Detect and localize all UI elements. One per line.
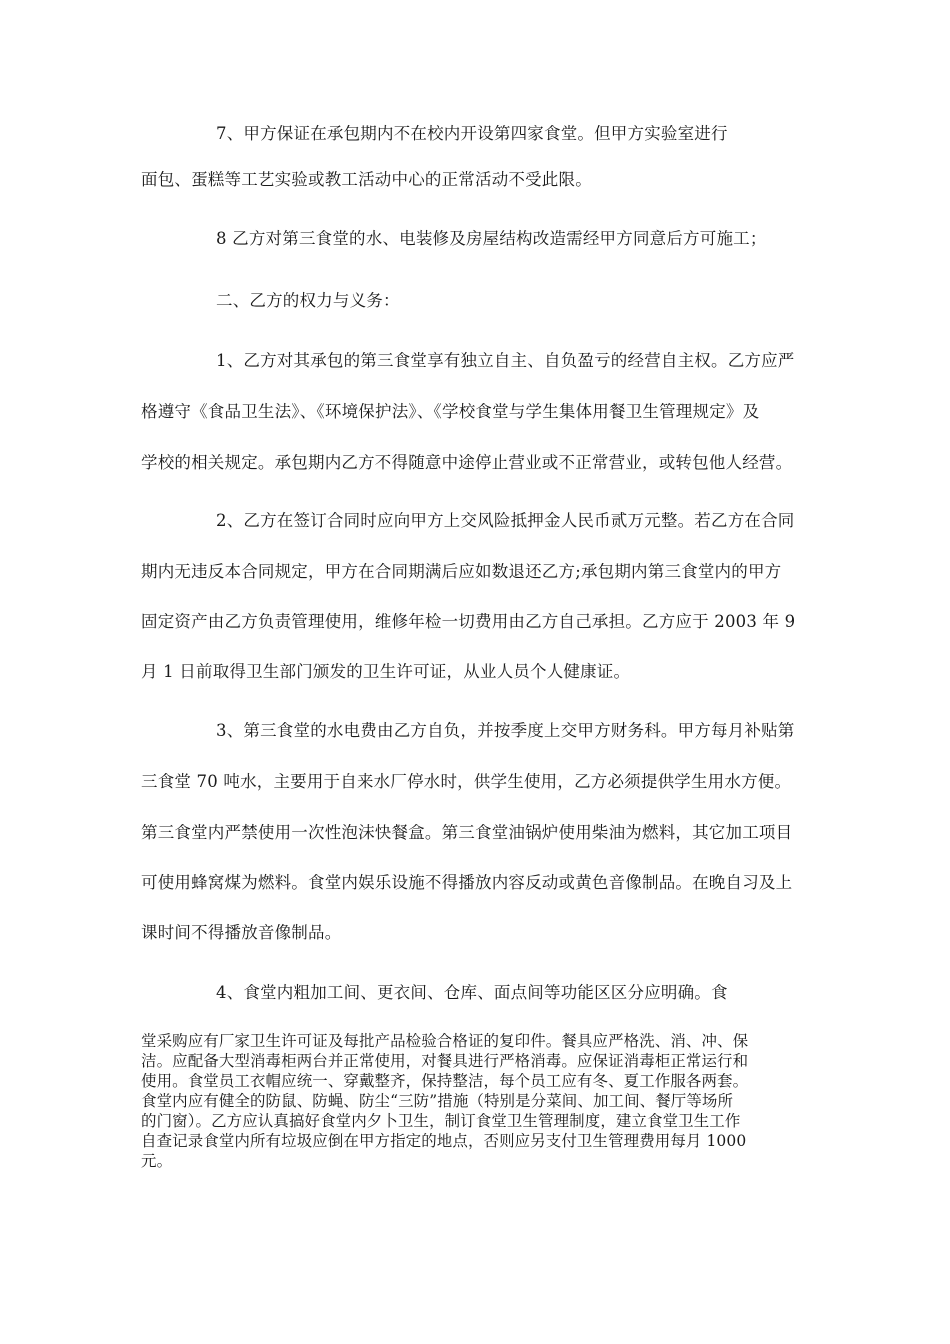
clause-b4-dense-line-5: 的门窗）。乙方应认真搞好食堂内夕卜卫生，制订食堂卫生管理制度，建立食堂卫生工作 [141, 1112, 741, 1130]
clause-b1-line-2: 格遵守《食品卫生法》、《环境保护法》、《学校食堂与学生集体用餐卫生管理规定》及 [141, 402, 760, 421]
clause-b4-dense-line-6: 自查记录食堂内所有垃圾应倒在甲方指定的地点，否则应另支付卫生管理费用每月 1000 [141, 1132, 747, 1150]
clause-7-line-1: 7、甲方保证在承包期内不在校内开设第四家食堂。但甲方实验室进行 [216, 124, 728, 143]
clause-b2-line-3: 固定资产由乙方负责管理使用，维修年检一切费用由乙方自己承担。乙方应于 2003 年 9 [141, 612, 796, 631]
clause-7-line-2: 面包、蛋糕等工艺实验或教工活动中心的正常活动不受此限。 [141, 170, 592, 189]
clause-b2-line-1: 2、乙方在签订合同时应向甲方上交风险抵押金人民币贰万元整。若乙方在合同 [216, 511, 795, 530]
clause-b4-dense-line-1: 堂采购应有厂家卫生许可证及每批产品检验合格证的复印件。餐具应严格洗、消、冲、保 [141, 1032, 749, 1050]
clause-b3-line-3: 第三食堂内严禁使用一次性泡沫快餐盒。第三食堂油锅炉使用柴油为燃料，其它加工项目 [141, 823, 793, 842]
clause-b3-line-1: 3、第三食堂的水电费由乙方自负，并按季度上交甲方财务科。甲方每月补贴第 [216, 721, 795, 740]
clause-b4-dense-line-4: 食堂内应有健全的防鼠、防蝇、防尘“三防”措施（特别是分菜间、加工间、餐厅等场所 [141, 1092, 734, 1110]
clause-b3-line-5: 课时间不得播放音像制品。 [141, 923, 342, 942]
section-heading-party-b: 二、乙方的权力与义务： [216, 291, 400, 310]
clause-b3-line-2: 三食堂 70 吨水，主要用于自来水厂停水时，供学生使用，乙方必须提供学生用水方便。 [141, 772, 792, 791]
clause-b3-line-4: 可使用蜂窝煤为燃料。食堂内娱乐设施不得播放内容反动或黄色音像制品。在晚自习及上 [141, 873, 793, 892]
clause-b4-dense-line-7: 元。 [141, 1152, 173, 1170]
clause-b4-dense-line-3: 使用。食堂员工衣帽应统一、穿戴整齐，保持整洁，每个员工应有冬、夏工作服各两套。 [141, 1072, 749, 1090]
clause-b4-dense-line-2: 洁。应配备大型消毒柜两台并正常使用，对餐具进行严格消毒。应保证消毒柜正常运行和 [141, 1052, 749, 1070]
clause-b4-line-1: 4、食堂内粗加工间、更衣间、仓库、面点间等功能区区分应明确。食 [216, 983, 728, 1002]
clause-b2-line-2: 期内无违反本合同规定，甲方在合同期满后应如数退还乙方;承包期内第三食堂内的甲方 [141, 562, 782, 581]
clause-b2-line-4: 月 1 日前取得卫生部门颁发的卫生许可证，从业人员个人健康证。 [141, 662, 631, 681]
clause-b1-line-1: 1、乙方对其承包的第三食堂享有独立自主、自负盈亏的经营自主权。乙方应严 [216, 351, 795, 370]
clause-b1-line-3: 学校的相关规定。承包期内乙方不得随意中途停止营业或不正常营业，或转包他人经营。 [141, 453, 793, 472]
clause-8-line: 8 乙方对第三食堂的水、电装修及房屋结构改造需经甲方同意后方可施工； [216, 229, 767, 248]
